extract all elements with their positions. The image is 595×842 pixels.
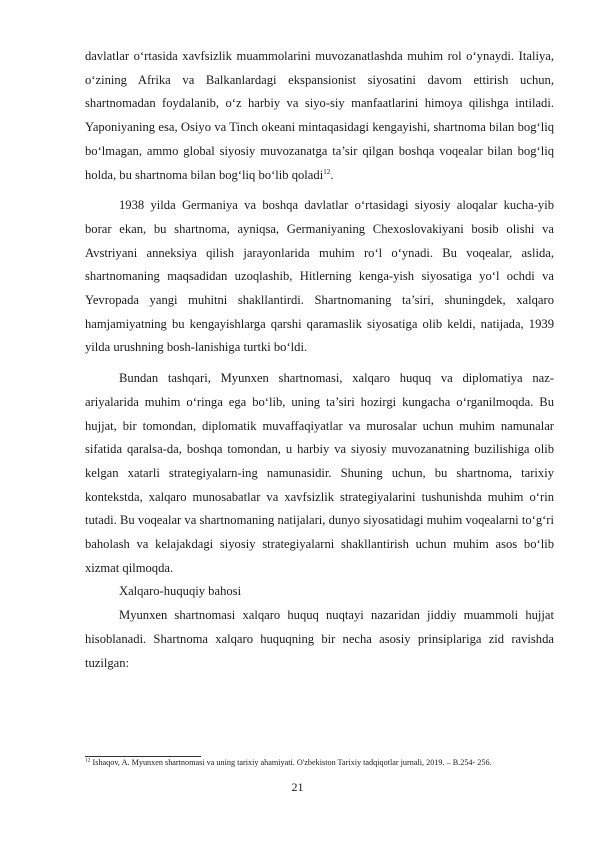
footnote-number: 12 [85,757,91,764]
footnote [85,757,545,768]
paragraph-1 [85,45,554,187]
section-heading: Xalqaro-huquqiy bahosi [119,584,242,599]
paragraph-1-text: davlatlar o‘rtasida xavfsizlik muammolarini muvozanatlashda muhim rol o‘ynaydi. Italiya, o‘zining Afrika va Balkanlardagi ekspansionist siyosatini davom ettirish uchun, shartnomadan foydalanib, o‘z harbiy va siyo-siy manfaatlarini himoya qilishga intiladi. Yaponiyaning esa, Osiyo va Tinch okeani mintaqasidagi kengayishi, shartnoma bilan bog‘liq bo‘lmagan, ammo global siyosiy muvozanatga ta’sir qilgan boshqa voqealar bilan bog‘liq holda, bu shartnoma bilan bog‘liq bo‘lib qoladi [85,49,554,182]
paragraph-1-end: . [330,167,334,182]
paragraph-4: Myunxen shartnomasi xalqaro huquq nuqtayi nazaridan jiddiy muammoli hujjat hisoblanadi. Shartnoma xalqaro huquqning bir necha asosiy prinsiplariga zid ravishda tuzilgan: [85,608,554,670]
paragraph-3: Bundan tashqari, Myunxen shartnomasi, xalqaro huquq va diplomatiya naz-ariyalarida muhim o‘ringa ega bo‘lib, uning ta’siri hozirgi kungacha o‘rganilmoqda. Bu hujjat, bir tomondan, diplomatik muvaffaqiyatlar va murosalar uchun muhim namunalar sifatida qaralsa-da, boshqa tomondan, u harbiy va siyosiy muvozanatning buzilishiga olib kelgan xatarli strategiyalarn-ing namunasidir. Shuning uchun, bu shartnoma, tarixiy kontekstda, xalqaro munosabatlar va xavfsizlik strategiyalarini tushunishda muhim o‘rin tutadi. Bu voqealar va shartnomaning natijalari, dunyo siyosatidagi muhim voqealarni to‘g‘ri baholash va kelajakdagi siyosiy strategiyalarni shakllantirish uchun muhim asos bo‘lib xizmat qilmoqda. [85,371,554,575]
paragraph-2: 1938 yilda Germaniya va boshqa davlatlar o‘rtasidagi siyosiy aloqalar kucha-yib borar ekan, bu shartnoma, ayniqsa, Germaniyaning Chexoslovakiyani bosib olishi va Avstriyani anneksiya qilish jarayonlarida muhim ro‘l o‘ynadi. Bu voqealar, aslida, shartnomaning maqsadidan uzoqlashib, Hitlerning kenga-yish siyosatiga yo‘l ochdi va Yevropada yangi muhitni shakllantirdi. Shartnomaning ta’siri, shuningdek, xalqaro hamjamiyatning bu kengayishlarga qarshi qaramaslik siyosatiga olib keldi, natijada, 1939 yilda urushning bosh-lanishiga turtki bo‘ldi. [85,198,554,355]
main-text [85,45,554,675]
footnote-reference[interactable]: 12 [323,167,331,176]
footnote-text: Ishaqov, A. Myunxen shartnomasi va uning tarixiy ahamiyati. O'zbekiston Tarixiy tadqiqotlar jurnali, 2019. – B.254- 256. [90,758,492,767]
page-number: 21 [291,780,304,794]
